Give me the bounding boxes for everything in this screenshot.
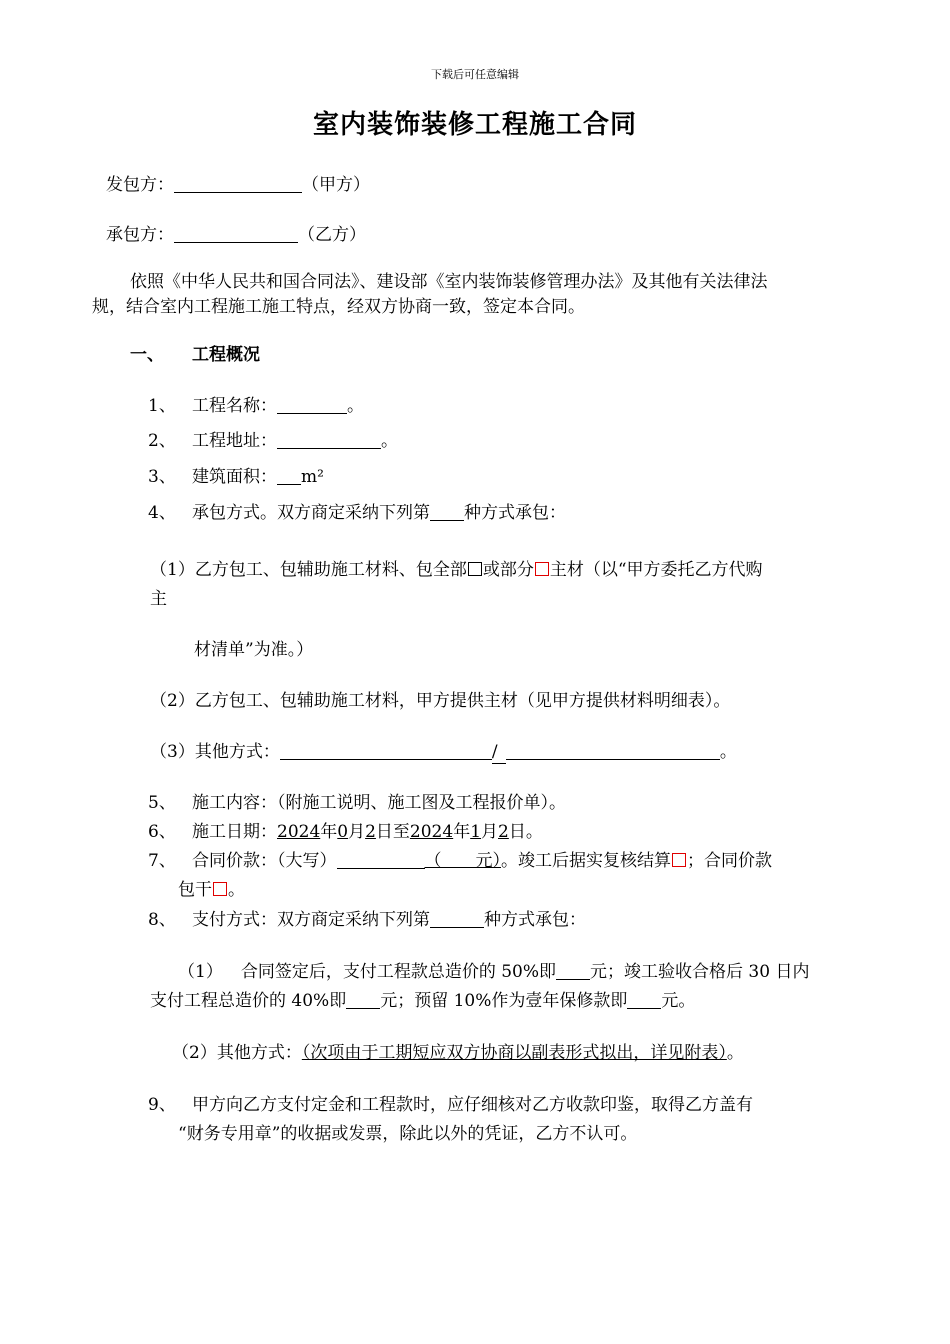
item-1-end: 。 — [347, 396, 364, 416]
item-1-number: 1、 — [148, 396, 176, 416]
item-7-line — [192, 850, 772, 872]
party-b-suffix: （乙方） — [298, 225, 366, 245]
start-month[interactable]: 0 — [337, 822, 349, 842]
item-9-line-2: “财务专用章”的收据或发票，除此以外的凭证，乙方不认可。 — [178, 1124, 638, 1144]
option-1-line-2: 材清单”为准。） — [194, 640, 314, 660]
item-9-line-1: 甲方向乙方支付定金和工程款时，应仔细核对乙方收款印鉴，取得乙方盖有 — [192, 1095, 753, 1115]
item-5-text: 施工内容：（附施工说明、施工图及工程报价单）。 — [192, 793, 566, 813]
item-2-number: 2、 — [148, 431, 176, 451]
other-mode-blank-2[interactable] — [506, 743, 720, 760]
item-1-line — [192, 395, 364, 417]
item-2-end: 。 — [381, 431, 398, 451]
payment-1-a: 合同签定后，支付工程款总造价的 50%即 — [240, 962, 557, 982]
section-1-number: 一、 — [130, 345, 164, 365]
item-7-number: 7、 — [148, 851, 176, 871]
payment-2-line — [172, 1042, 744, 1064]
item-3-number: 3、 — [148, 467, 176, 487]
intro-line-1: 依照《中华人民共和国合同法》、建设部《室内装饰装修管理办法》及其他有关法律法 — [130, 272, 768, 292]
item-8-pre: 支付方式：双方商定采纳下列第 — [192, 910, 430, 930]
price-words-blank[interactable] — [337, 852, 425, 869]
end-month[interactable]: 1 — [470, 822, 482, 842]
item-7-label: 合同价款：（大写） — [192, 851, 337, 871]
payment-1-d: 元；预留 10%作为壹年保修款即 — [380, 991, 628, 1011]
option-3-label: （3）其他方式： — [150, 742, 280, 762]
month-char-1: 月 — [348, 822, 366, 842]
item-6-line — [192, 821, 543, 843]
party-b-blank[interactable] — [174, 226, 298, 243]
party-a-label: 发包方： — [106, 175, 174, 195]
payment-1-b: 元；竣工验收合格后 30 日内 — [590, 962, 810, 982]
completion-payment-blank[interactable] — [346, 992, 380, 1009]
payment-2-label: （2）其他方式： — [172, 1043, 302, 1063]
item-2-label: 工程地址： — [192, 431, 277, 451]
payment-1-c: 支付工程总造价的 40%即 — [150, 991, 347, 1011]
all-materials-checkbox[interactable] — [468, 562, 482, 576]
end-year[interactable]: 2024 — [409, 822, 454, 842]
payment-1-number: （1） — [178, 962, 223, 982]
item-8-post: 种方式承包： — [484, 910, 586, 930]
item-6-label: 施工日期： — [192, 822, 277, 842]
party-a-blank[interactable] — [174, 176, 302, 193]
party-b-label: 承包方： — [106, 225, 174, 245]
item-4-pre: 承包方式。双方商定采纳下列第 — [192, 503, 430, 523]
item-7-mid: 。竣工后据实复核结算 — [501, 851, 671, 871]
year-char-2: 年 — [453, 822, 471, 842]
lump-sum-checkbox[interactable] — [213, 882, 227, 896]
item-4-line — [192, 502, 566, 524]
item-3-unit: m² — [301, 467, 324, 487]
item-4-post: 种方式承包： — [464, 503, 566, 523]
year-char-1: 年 — [320, 822, 338, 842]
party-a-suffix: （甲方） — [302, 175, 370, 195]
option-3-slash: / — [492, 741, 506, 764]
item-5-number: 5、 — [148, 793, 176, 813]
party-a-line — [106, 174, 370, 196]
item-7-end: 。 — [228, 880, 245, 900]
item-9-number: 9、 — [148, 1095, 176, 1115]
item-3-line — [192, 466, 324, 488]
start-year[interactable]: 2024 — [277, 822, 321, 842]
item-8-number: 8、 — [148, 910, 176, 930]
partial-materials-checkbox[interactable] — [535, 562, 549, 576]
payment-mode-blank[interactable] — [430, 911, 484, 928]
payment-1-e: 元。 — [661, 991, 696, 1011]
item-8-line — [192, 909, 586, 931]
option-1-mid: 或部分 — [482, 560, 534, 580]
area-blank[interactable] — [277, 468, 301, 485]
option-1-pre: （1）乙方包工、包辅助施工材料、包全部 — [150, 560, 467, 580]
section-1-title: 工程概况 — [192, 345, 260, 365]
day-char-2: 日。 — [508, 822, 543, 842]
option-1-post: 主材（以“甲方委托乙方代购 — [549, 560, 763, 580]
party-b-line — [106, 224, 366, 246]
intro-line-2: 规，结合室内工程施工施工特点，经双方协商一致，签定本合同。 — [92, 297, 585, 317]
item-6-number: 6、 — [148, 822, 176, 842]
option-1-line — [150, 559, 763, 581]
project-address-blank[interactable] — [277, 432, 381, 449]
payment-1-line-2 — [150, 990, 695, 1012]
day-to-char: 日至 — [375, 822, 410, 842]
warranty-payment-blank[interactable] — [627, 992, 661, 1009]
end-day[interactable]: 2 — [498, 822, 509, 842]
option-2-line: （2）乙方包工、包辅助施工材料，甲方提供主材（见甲方提供材料明细表）。 — [150, 691, 731, 711]
option-3-line — [150, 741, 737, 764]
item-2-line — [192, 430, 398, 452]
project-name-blank[interactable] — [277, 397, 347, 414]
price-yuan-paren[interactable]: （ 元） — [424, 851, 501, 871]
down-payment-blank[interactable] — [556, 963, 590, 980]
option-1-wrap: 主 — [150, 589, 167, 609]
item-7-line-2 — [178, 879, 245, 901]
payment-2-text: （次项由于工期短应双方协商以副表形式拟出，详见附表） — [301, 1043, 727, 1063]
start-day[interactable]: 2 — [365, 822, 376, 842]
settle-actual-checkbox[interactable] — [672, 853, 686, 867]
payment-1-line-1 — [178, 961, 809, 983]
option-3-end: 。 — [719, 742, 737, 762]
payment-2-end: 。 — [726, 1043, 744, 1063]
item-3-label: 建筑面积： — [192, 467, 277, 487]
item-7-semi: ；合同价款 — [687, 851, 772, 871]
item-4-number: 4、 — [148, 503, 176, 523]
header-note: 下载后可任意编辑 — [431, 68, 519, 81]
item-1-label: 工程名称： — [192, 396, 277, 416]
other-mode-blank-1[interactable] — [280, 743, 492, 760]
item-7-lumpsum-label: 包干 — [178, 880, 212, 900]
month-char-2: 月 — [481, 822, 499, 842]
contract-mode-blank[interactable] — [430, 504, 464, 521]
document-title: 室内装饰装修工程施工合同 — [312, 110, 637, 140]
